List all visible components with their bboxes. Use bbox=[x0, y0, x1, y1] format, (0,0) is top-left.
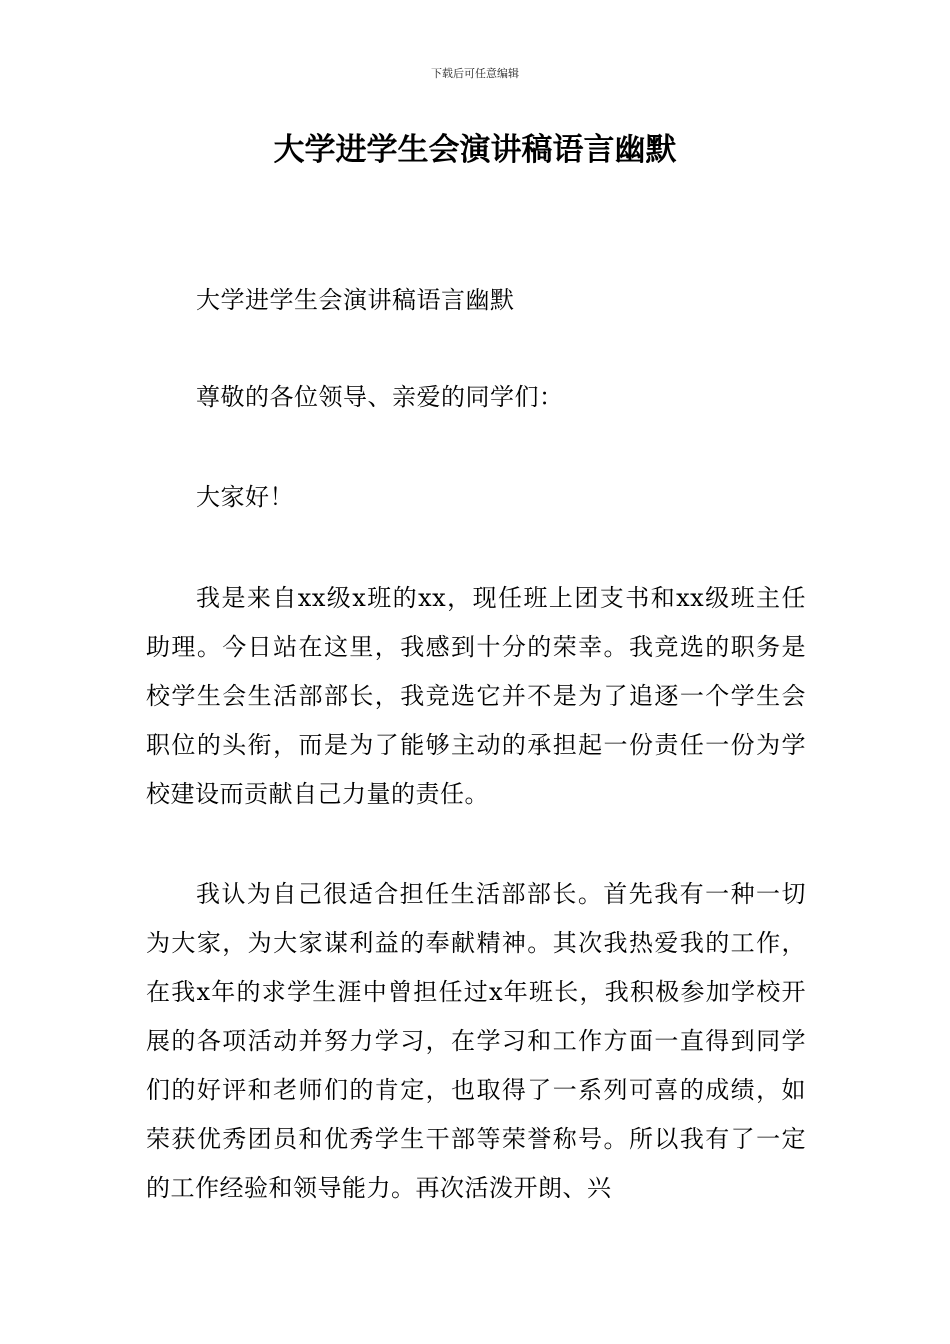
paragraph-hello: 大家好！ bbox=[196, 483, 294, 511]
paragraph-intro: 我是来自xx级x班的xx，现任班上团支书和xx级班主任助理。今日站在这里，我感到十分的荣幸。我竞选的职务是校学生会生活部部长，我竞选它并不是为了追逐一个学生会职位的头衔，而是为了能够主动的承担起一份责任一份为学校建设而贡献自己力量的责任。 bbox=[146, 584, 806, 808]
paragraph-reason: 我认为自己很适合担任生活部部长。首先我有一种一切为大家，为大家谋利益的奉献精神。其次我热爱我的工作，在我x年的求学生涯中曾担任过x年班长，我积极参加学校开展的各项活动并努力学习，在学习和工作方面一直得到同学们的好评和老师们的肯定，也取得了一系列可喜的成绩，如荣获优秀团员和优秀学生干部等荣誉称号。所以我有了一定的工作经验和领导能力。再次活泼开朗、兴 bbox=[146, 880, 806, 1202]
document-title: 大学进学生会演讲稿语言幽默 bbox=[273, 132, 677, 168]
header-note: 下载后可任意编辑 bbox=[431, 67, 519, 80]
paragraph-greeting: 尊敬的各位领导、亲爱的同学们： bbox=[196, 383, 564, 411]
paragraph-subtitle: 大学进学生会演讲稿语言幽默 bbox=[196, 286, 515, 314]
